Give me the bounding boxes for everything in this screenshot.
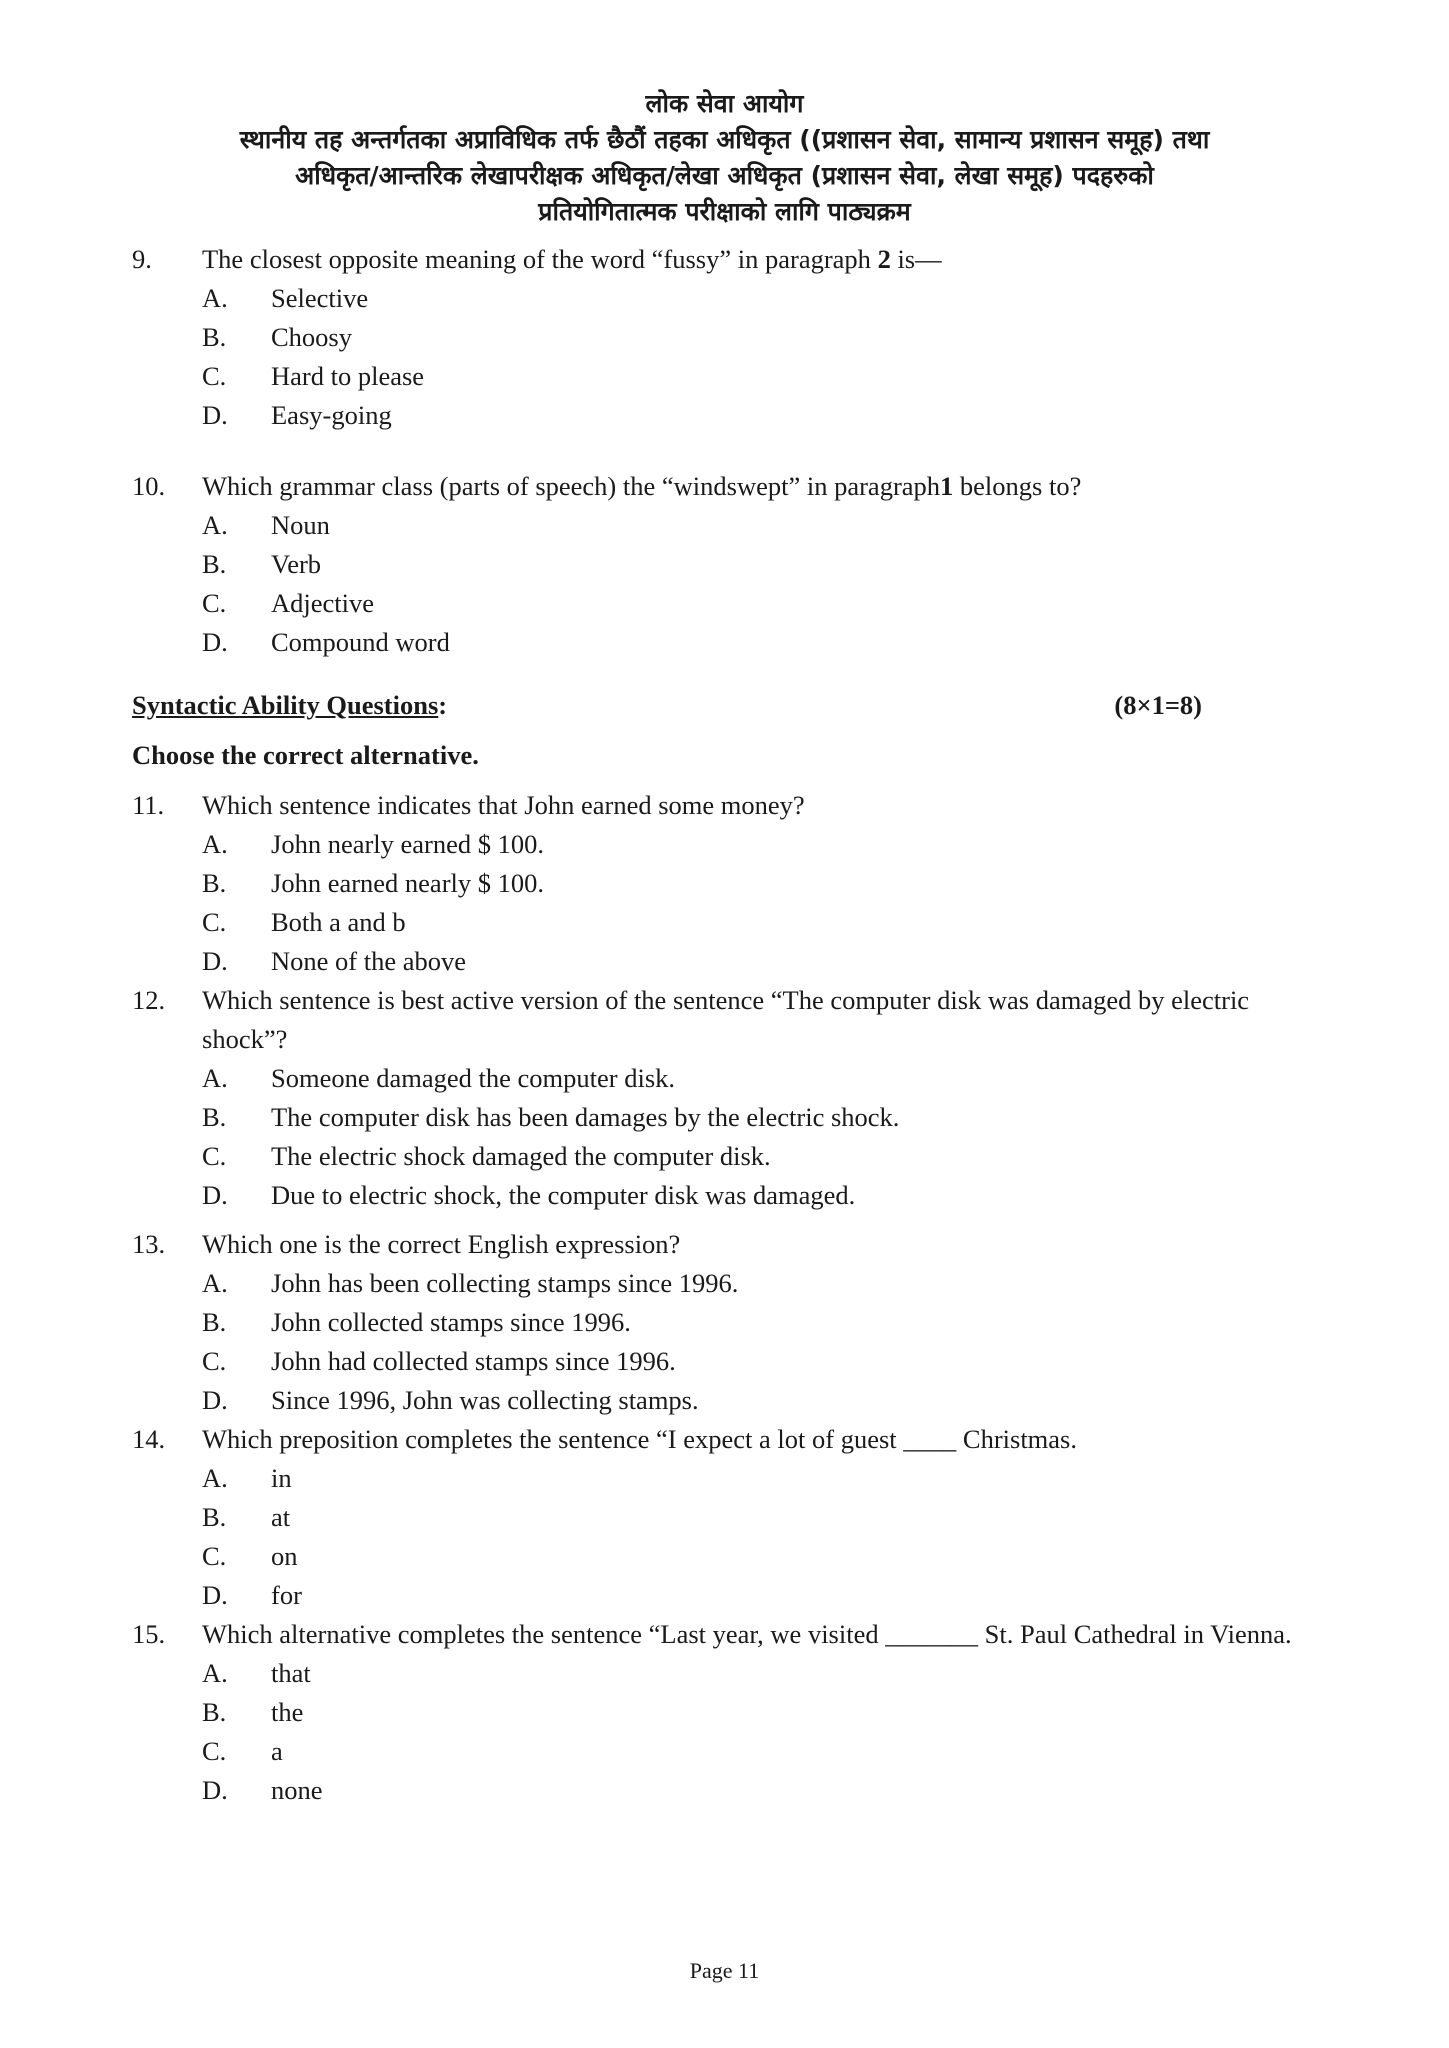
question-number: 13. <box>132 1229 166 1259</box>
option-d: D. Easy-going <box>202 400 392 430</box>
option-a: A. that <box>202 1658 311 1688</box>
option-c: C. Adjective <box>202 588 375 618</box>
question-text: Which one is the correct English expression? <box>202 1229 681 1259</box>
question-12 <box>132 981 1332 1215</box>
question-13 <box>132 1225 1332 1420</box>
header-line-2: स्थानीय तह अन्तर्गतका अप्राविधिक तर्फ छैठौं तहका अधिकृत ((प्रशासन सेवा, सामान्य प्रशासन समूह) तथा <box>239 125 1210 154</box>
option-c: C. John had collected stamps since 1996. <box>202 1346 676 1376</box>
option-c: C. The electric shock damaged the computer disk. <box>202 1141 771 1171</box>
section-instruction: Choose the correct alternative. <box>132 740 479 770</box>
option-d: D. none <box>202 1775 323 1805</box>
section-marks: (8×1=8) <box>1114 690 1202 720</box>
question-number: 14. <box>132 1424 166 1454</box>
question-9 <box>132 240 1332 435</box>
option-d: D. None of the above <box>202 946 466 976</box>
option-a: A. Someone damaged the computer disk. <box>202 1063 676 1093</box>
section-title: Syntactic Ability Questions: <box>132 690 448 720</box>
option-b: B. at <box>202 1502 291 1532</box>
header-line-4: प्रतियोगितात्मक परीक्षाको लागि पाठ्यक्रम <box>538 197 911 226</box>
option-c: C. a <box>202 1736 283 1766</box>
question-text: Which sentence is best active version of the sentence “The computer disk was damaged by electric shock”? <box>202 985 1250 1054</box>
option-d: D. Due to electric shock, the computer disk was damaged. <box>202 1180 856 1210</box>
option-a: A. Selective <box>202 283 369 313</box>
option-a: A. John has been collecting stamps since 1996. <box>202 1268 739 1298</box>
page-number: Page 11 <box>689 1958 760 1983</box>
option-a: A. in <box>202 1463 292 1493</box>
question-14 <box>132 1420 1332 1615</box>
section-heading <box>132 686 1202 725</box>
option-b: B. John collected stamps since 1996. <box>202 1307 631 1337</box>
option-d: D. Compound word <box>202 627 450 657</box>
question-text: Which sentence indicates that John earned some money? <box>202 790 805 820</box>
question-content <box>132 240 1332 1810</box>
option-b: B. The computer disk has been damages by the electric shock. <box>202 1102 900 1132</box>
question-10 <box>132 467 1332 662</box>
header-line-3: अधिकृत/आन्तरिक लेखापरीक्षक अधिकृत/लेखा अधिकृत (प्रशासन सेवा, लेखा समूह) पदहरुको <box>295 161 1154 190</box>
question-number: 15. <box>132 1619 166 1649</box>
option-b: B. Verb <box>202 549 322 579</box>
question-text: Which grammar class (parts of speech) the “windswept” in paragraph1 belongs to? <box>202 471 1082 501</box>
option-d: D. for <box>202 1580 302 1610</box>
option-b: B. the <box>202 1697 304 1727</box>
option-a: A. Noun <box>202 510 330 540</box>
question-text: Which preposition completes the sentence “I expect a lot of guest ____ Christmas. <box>202 1424 1077 1454</box>
page-header <box>0 86 1449 230</box>
question-number: 10. <box>132 471 166 501</box>
header-commission-title: लोक सेवा आयोग <box>645 89 804 118</box>
question-number: 12. <box>132 985 166 1015</box>
question-15 <box>132 1615 1332 1810</box>
option-c: C. on <box>202 1541 298 1571</box>
option-a: A. John nearly earned $ 100. <box>202 829 545 859</box>
question-number: 9. <box>132 244 152 274</box>
option-b: B. Choosy <box>202 322 352 352</box>
option-d: D. Since 1996, John was collecting stamps. <box>202 1385 699 1415</box>
question-text: Which alternative completes the sentence “Last year, we visited _______ St. Paul Cathedral in Vienna. <box>202 1619 1292 1649</box>
option-c: C. Both a and b <box>202 907 406 937</box>
question-11 <box>132 786 1332 981</box>
option-b: B. John earned nearly $ 100. <box>202 868 545 898</box>
question-text: The closest opposite meaning of the word “fussy” in paragraph 2 is— <box>202 244 942 274</box>
option-c: C. Hard to please <box>202 361 425 391</box>
question-number: 11. <box>132 790 165 820</box>
